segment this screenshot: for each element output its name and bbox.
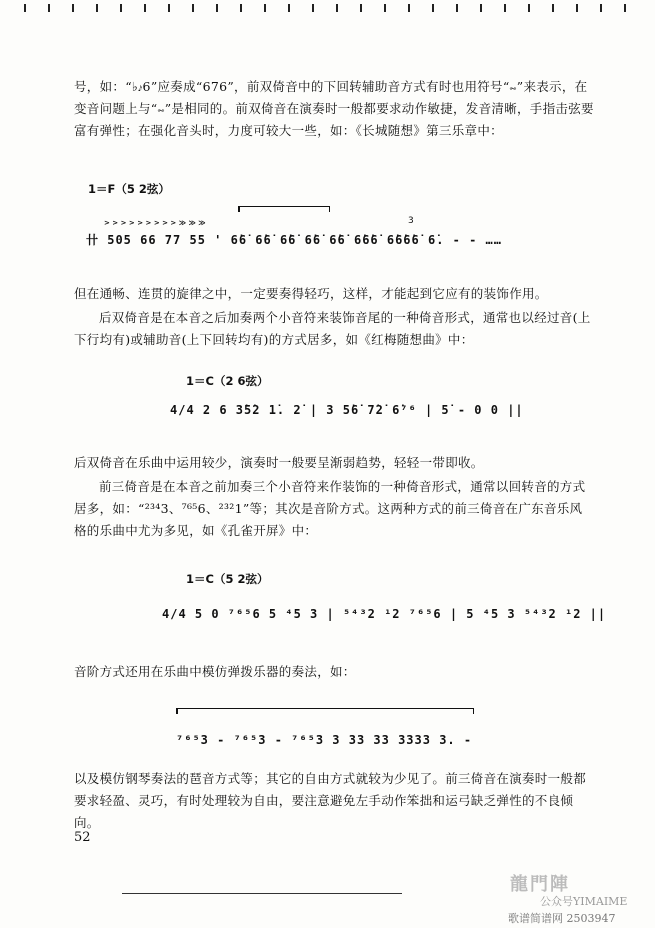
example1-triplet-mark: 3 <box>408 216 414 226</box>
example2-key: 1＝C（2 6弦） <box>186 374 269 388</box>
paragraph-back-double-grace: 后双倚音是在本音之后加奏两个小音符来装饰音尾的一种倚音形式，通常也以经过音(上下行均有)或辅助音(上下回转均有)的方式居多，如《红梅随想曲》中： <box>74 310 591 347</box>
example4-notation: ⁷⁶⁵3 - ⁷⁶⁵3 - ⁷⁶⁵3 3 33 33 3333 3. - <box>176 733 473 747</box>
paragraph-back-double-usage: 后双倚音在乐曲中运用较少，演奏时一般要呈渐弱趋势，轻轻一带即收。 <box>74 455 484 470</box>
example1-bracket <box>238 206 330 207</box>
example4-bracket <box>176 708 474 709</box>
paragraph-front-double-grace: 号，如：“♭𝆔6”应奏成“676”，前双倚音中的下回转辅助音方式有时也用符号“𝆗”来表示，在变音问题上与“𝆗”是相同的。前双倚音在演奏时一般都要求动作敏捷，发音清晰，手指击弦要富有弹性；在强化音头时，力度可较大一些，如：《长城随想》第三乐章中： <box>74 79 594 138</box>
example1-notation: 卄 505 66 77 55 ' 6̇6̇ 6̇6̇ 6̇6̇ 6̇6̇ 6̇6̇ 6̇6̇6̇ 6̇6̇6̇6̇ 6̇. - - …… <box>86 233 503 247</box>
watermark-caption: 歌谱简谱网 2503947 <box>508 912 616 925</box>
paragraph-scale-method: 音阶方式还用在乐曲中模仿弹拨乐器的奏法，如： <box>74 664 356 679</box>
example3-key: 1＝C（5 2弦） <box>186 572 269 586</box>
example1-key: 1＝F（5 2弦） <box>88 182 170 196</box>
paragraph-smooth-melody: 但在通畅、连贯的旋律之中，一定要奏得轻巧，这样，才能起到它应有的装饰作用。 <box>74 286 548 301</box>
example3-notation: 4/4 5 0 ⁷⁶⁵6 5 ⁴5 3 | ⁵⁴³2 ¹2 ⁷⁶⁵6 | 5 ⁴5 3 ⁵⁴³2 ¹2 || <box>162 607 607 621</box>
example2-notation: 4/4 2 6 3̇5̇2 1̇. 2̇ | 3 5̇6̇ 7̇2̇ 6̇⁷⁶ | 5̇ - 0 0 || <box>170 403 524 417</box>
watermark-site: 公众号YIMAIME <box>540 895 628 908</box>
paragraph-front-triple-grace: 前三倚音是在本音之前加奏三个小音符来作装饰的一种倚音形式，通常以回转音的方式居多，如：“²³⁴3、⁷⁶⁵6、²³²1”等；其次是音阶方式。这两种方式的前三倚音在广东音乐风格的乐曲中尤为多见，如《孔雀开屏》中： <box>74 479 586 538</box>
example1-accents: > > > > > > > > > ≫ ≫ ≫ <box>104 219 206 227</box>
paragraph-arpeggio-method: 以及模仿钢琴奏法的琶音方式等；其它的自由方式就较为少见了。前三倚音在演奏时一般都要求轻盈、灵巧，有时处理较为自由，要注意避免左手动作笨拙和运弓缺乏弹性的不良倾向。 <box>74 771 587 830</box>
page-number: 52 <box>74 830 91 845</box>
watermark-logo: 龍門陣 <box>510 874 570 895</box>
footer-rule <box>122 893 402 894</box>
top-edge-marks <box>0 0 655 14</box>
